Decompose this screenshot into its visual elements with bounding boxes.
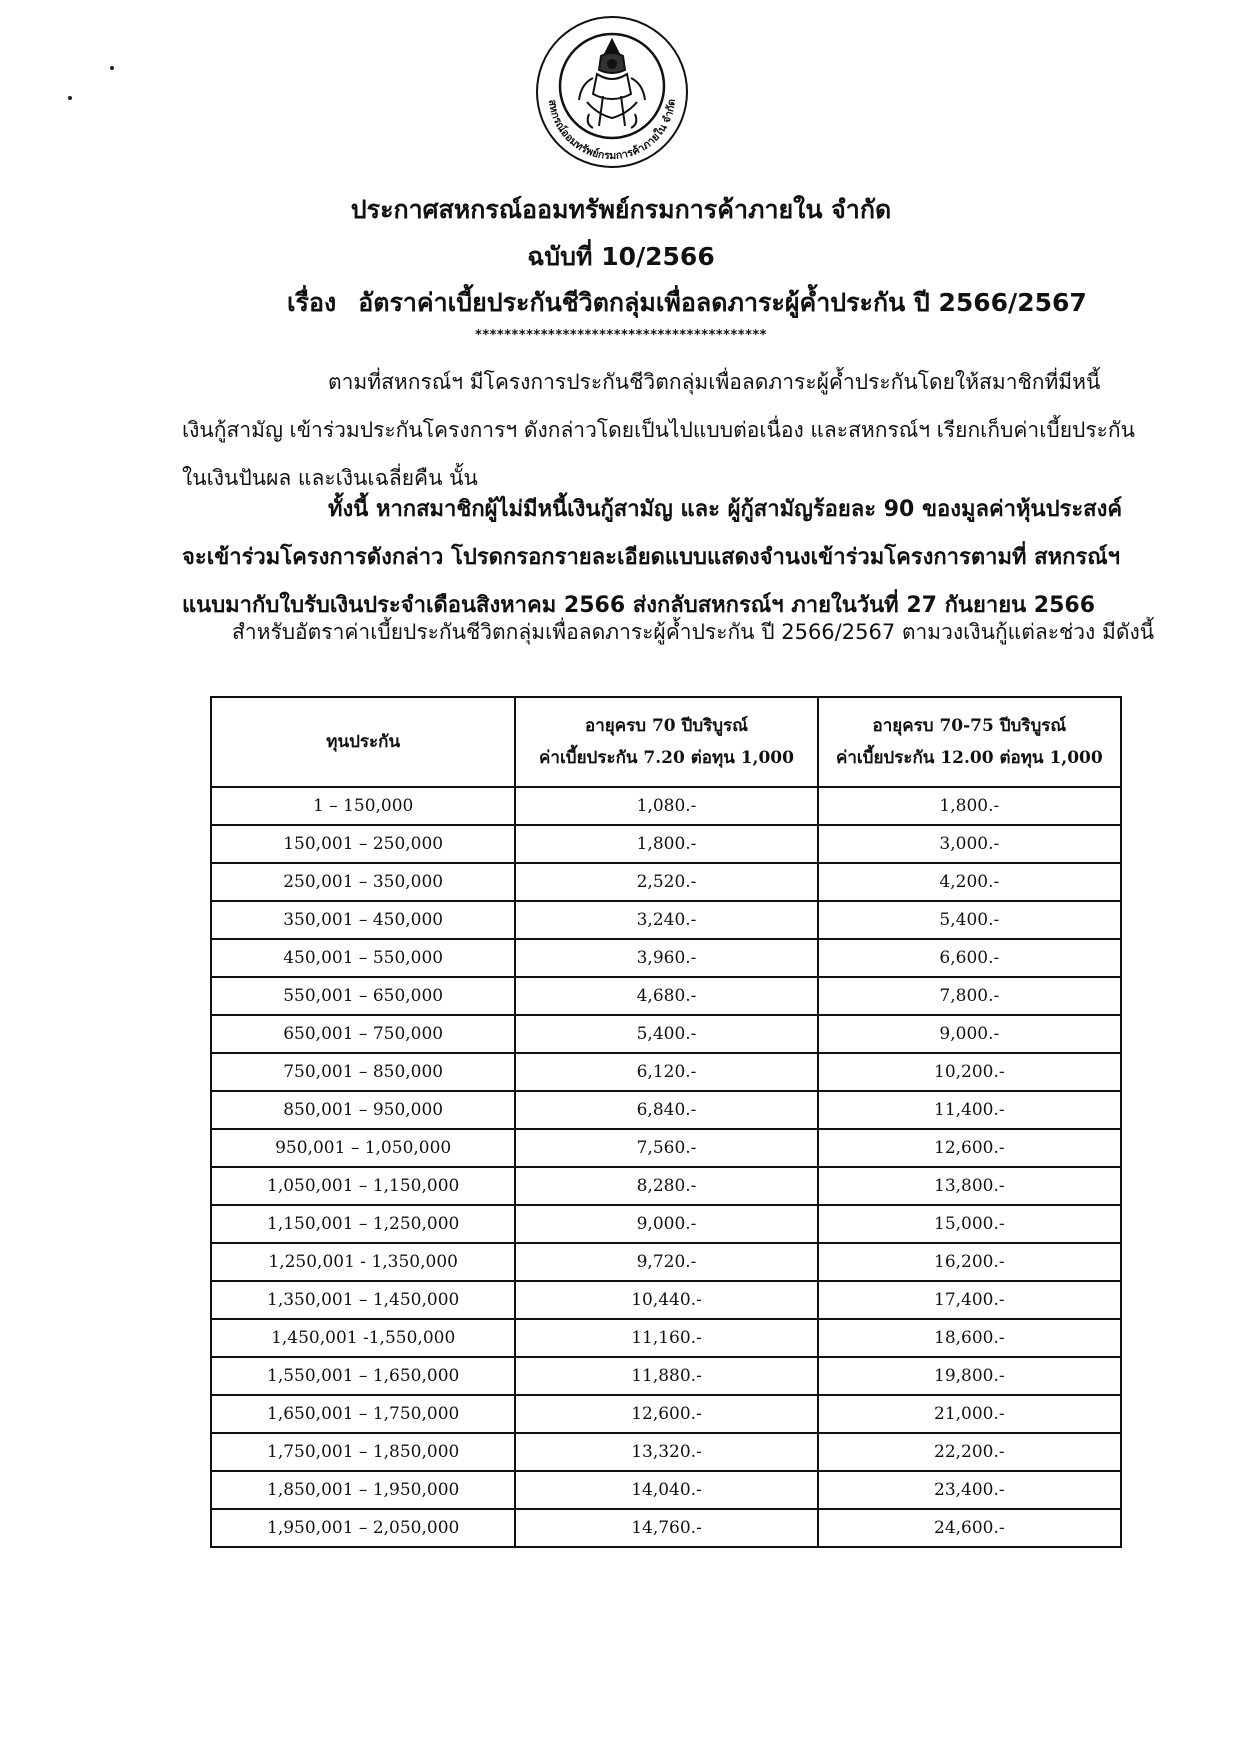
table-row: [211, 825, 1121, 863]
cell-premium-age-70: 11,880.-: [515, 1357, 817, 1395]
cell-premium-age-70-75: 13,800.-: [818, 1167, 1121, 1205]
cell-premium-age-70-75: 11,400.-: [818, 1091, 1121, 1129]
cell-premium-age-70: 3,960.-: [515, 939, 817, 977]
table-row: [211, 977, 1121, 1015]
cell-premium-age-70: 11,160.-: [515, 1319, 817, 1357]
cell-premium-age-70-75: 17,400.-: [818, 1281, 1121, 1319]
premium-rate-table: [210, 696, 1122, 1548]
cell-premium-age-70-75: 7,800.-: [818, 977, 1121, 1015]
cell-premium-age-70: 8,280.-: [515, 1167, 817, 1205]
cell-premium-age-70-75: 24,600.-: [818, 1509, 1121, 1547]
subject-label: เรื่อง: [287, 288, 337, 317]
table-row: [211, 1433, 1121, 1471]
table-row: [211, 1509, 1121, 1547]
cell-coverage: 1,850,001 – 1,950,000: [211, 1471, 515, 1509]
cell-coverage: 550,001 – 650,000: [211, 977, 515, 1015]
cell-premium-age-70-75: 22,200.-: [818, 1433, 1121, 1471]
table-row: [211, 1053, 1121, 1091]
header-age-70-line2: ค่าเบี้ยประกัน 7.20 ต่อทุน 1,000: [539, 748, 794, 768]
cell-premium-age-70-75: 6,600.-: [818, 939, 1121, 977]
cell-premium-age-70-75: 4,200.-: [818, 863, 1121, 901]
header-age-70-75: [818, 697, 1121, 787]
paragraph-rates-intro: [182, 608, 1155, 656]
cell-premium-age-70-75: 5,400.-: [818, 901, 1121, 939]
table-row: [211, 863, 1121, 901]
cell-coverage: 950,001 – 1,050,000: [211, 1129, 515, 1167]
cell-coverage: 150,001 – 250,000: [211, 825, 515, 863]
paragraph-intro: [182, 358, 1135, 502]
svg-text:สหกรณ์ออมทรัพย์กรมการค้าภายใน: สหกรณ์ออมทรัพย์กรมการค้าภายใน จำกัด: [546, 98, 678, 163]
cell-premium-age-70: 6,120.-: [515, 1053, 817, 1091]
cell-coverage: 850,001 – 950,000: [211, 1091, 515, 1129]
table-row: [211, 901, 1121, 939]
cell-premium-age-70: 1,800.-: [515, 825, 817, 863]
cell-coverage: 1,950,001 – 2,050,000: [211, 1509, 515, 1547]
cell-coverage: 1,050,001 – 1,150,000: [211, 1167, 515, 1205]
scan-speck: [68, 96, 72, 100]
announcement-number: ฉบับที่ 10/2566: [527, 242, 715, 271]
cell-coverage: 1,550,001 – 1,650,000: [211, 1357, 515, 1395]
table-body: [211, 787, 1121, 1547]
cell-coverage: 1,150,001 – 1,250,000: [211, 1205, 515, 1243]
paragraph-line: เงินกู้สามัญ เข้าร่วมประกันโครงการฯ ดังกล่าวโดยเป็นไปแบบต่อเนื่อง และสหกรณ์ฯ เรียกเก็บค่าเบี้ยประกัน: [182, 418, 1135, 442]
cell-premium-age-70: 2,520.-: [515, 863, 817, 901]
cell-premium-age-70-75: 16,200.-: [818, 1243, 1121, 1281]
scan-speck: [110, 66, 114, 70]
cell-premium-age-70: 10,440.-: [515, 1281, 817, 1319]
header-coverage: ทุนประกัน: [211, 697, 515, 787]
cell-premium-age-70: 3,240.-: [515, 901, 817, 939]
table-row: [211, 787, 1121, 825]
paragraph-line: ในเงินปันผล และเงินเฉลี่ยคืน นั้น: [182, 466, 478, 490]
table-row: [211, 1243, 1121, 1281]
announcement-subject: [287, 283, 1087, 323]
cell-premium-age-70-75: 21,000.-: [818, 1395, 1121, 1433]
header-age-70-75-line2: ค่าเบี้ยประกัน 12.00 ต่อทุน 1,000: [835, 748, 1103, 768]
cell-coverage: 1,250,001 - 1,350,000: [211, 1243, 515, 1281]
cell-premium-age-70-75: 10,200.-: [818, 1053, 1121, 1091]
cell-coverage: 1,650,001 – 1,750,000: [211, 1395, 515, 1433]
cell-premium-age-70: 12,600.-: [515, 1395, 817, 1433]
header-age-70-75-line1: อายุครบ 70-75 ปีบริบูรณ์: [872, 716, 1067, 736]
table-row: [211, 939, 1121, 977]
subject-text: อัตราค่าเบี้ยประกันชีวิตกลุ่มเพื่อลดภาระผู้ค้ำประกัน ปี 2566/2567: [358, 288, 1087, 317]
cooperative-seal: [527, 14, 697, 174]
cell-coverage: 750,001 – 850,000: [211, 1053, 515, 1091]
cell-premium-age-70: 14,040.-: [515, 1471, 817, 1509]
table-row: [211, 1167, 1121, 1205]
cell-premium-age-70-75: 18,600.-: [818, 1319, 1121, 1357]
cell-premium-age-70: 14,760.-: [515, 1509, 817, 1547]
paragraph-line: ตามที่สหกรณ์ฯ มีโครงการประกันชีวิตกลุ่มเพื่อลดภาระผู้ค้ำประกันโดยให้สมาชิกที่มีหนี้: [328, 370, 1101, 394]
cell-coverage: 650,001 – 750,000: [211, 1015, 515, 1053]
cell-premium-age-70: 5,400.-: [515, 1015, 817, 1053]
cell-premium-age-70: 9,000.-: [515, 1205, 817, 1243]
cell-premium-age-70-75: 12,600.-: [818, 1129, 1121, 1167]
cell-coverage: 1,750,001 – 1,850,000: [211, 1433, 515, 1471]
cell-premium-age-70: 9,720.-: [515, 1243, 817, 1281]
paragraph-line: สำหรับอัตราค่าเบี้ยประกันชีวิตกลุ่มเพื่อลดภาระผู้ค้ำประกัน ปี 2566/2567 ตามวงเงินกู้แต่ละช่วง มีดังนี้: [232, 620, 1155, 644]
table-row: [211, 1281, 1121, 1319]
cell-premium-age-70-75: 1,800.-: [818, 787, 1121, 825]
header-age-70-line1: อายุครบ 70 ปีบริบูรณ์: [585, 716, 748, 736]
table-row: [211, 1319, 1121, 1357]
table-row: [211, 1091, 1121, 1129]
cell-premium-age-70: 13,320.-: [515, 1433, 817, 1471]
announcement-title: ประกาศสหกรณ์ออมทรัพย์กรมการค้าภายใน จำกัด: [350, 195, 892, 224]
table-header-row: [211, 697, 1121, 787]
table-row: [211, 1129, 1121, 1167]
header-age-70: [515, 697, 817, 787]
cell-premium-age-70: 1,080.-: [515, 787, 817, 825]
cell-premium-age-70: 6,840.-: [515, 1091, 817, 1129]
cell-premium-age-70-75: 9,000.-: [818, 1015, 1121, 1053]
paragraph-line: จะเข้าร่วมโครงการดังกล่าว โปรดกรอกรายละเอียดแบบแสดงจำนงเข้าร่วมโครงการตามที่ สหกรณ์ฯ: [182, 545, 1120, 570]
table-row: [211, 1015, 1121, 1053]
cell-premium-age-70-75: 19,800.-: [818, 1357, 1121, 1395]
table-row: [211, 1205, 1121, 1243]
cell-coverage: 1 – 150,000: [211, 787, 515, 825]
cell-premium-age-70: 7,560.-: [515, 1129, 817, 1167]
cell-coverage: 1,450,001 -1,550,000: [211, 1319, 515, 1357]
cell-coverage: 450,001 – 550,000: [211, 939, 515, 977]
table-row: [211, 1357, 1121, 1395]
table-row: [211, 1471, 1121, 1509]
cell-coverage: 350,001 – 450,000: [211, 901, 515, 939]
paragraph-line: ทั้งนี้ หากสมาชิกผู้ไม่มีหนี้เงินกู้สามัญ และ ผู้กู้สามัญร้อยละ 90 ของมูลค่าหุ้นประสงค์: [328, 497, 1123, 522]
cell-coverage: 1,350,001 – 1,450,000: [211, 1281, 515, 1319]
cell-premium-age-70: 4,680.-: [515, 977, 817, 1015]
separator-line: ****************************************: [475, 328, 767, 343]
cell-premium-age-70-75: 23,400.-: [818, 1471, 1121, 1509]
table-row: [211, 1395, 1121, 1433]
cell-premium-age-70-75: 3,000.-: [818, 825, 1121, 863]
cell-coverage: 250,001 – 350,000: [211, 863, 515, 901]
cell-premium-age-70-75: 15,000.-: [818, 1205, 1121, 1243]
paragraph-line: แนบมากับใบรับเงินประจำเดือนสิงหาคม 2566 ส่งกลับสหกรณ์ฯ ภายในวันที่ 27 กันยายน 2566: [182, 593, 1096, 618]
